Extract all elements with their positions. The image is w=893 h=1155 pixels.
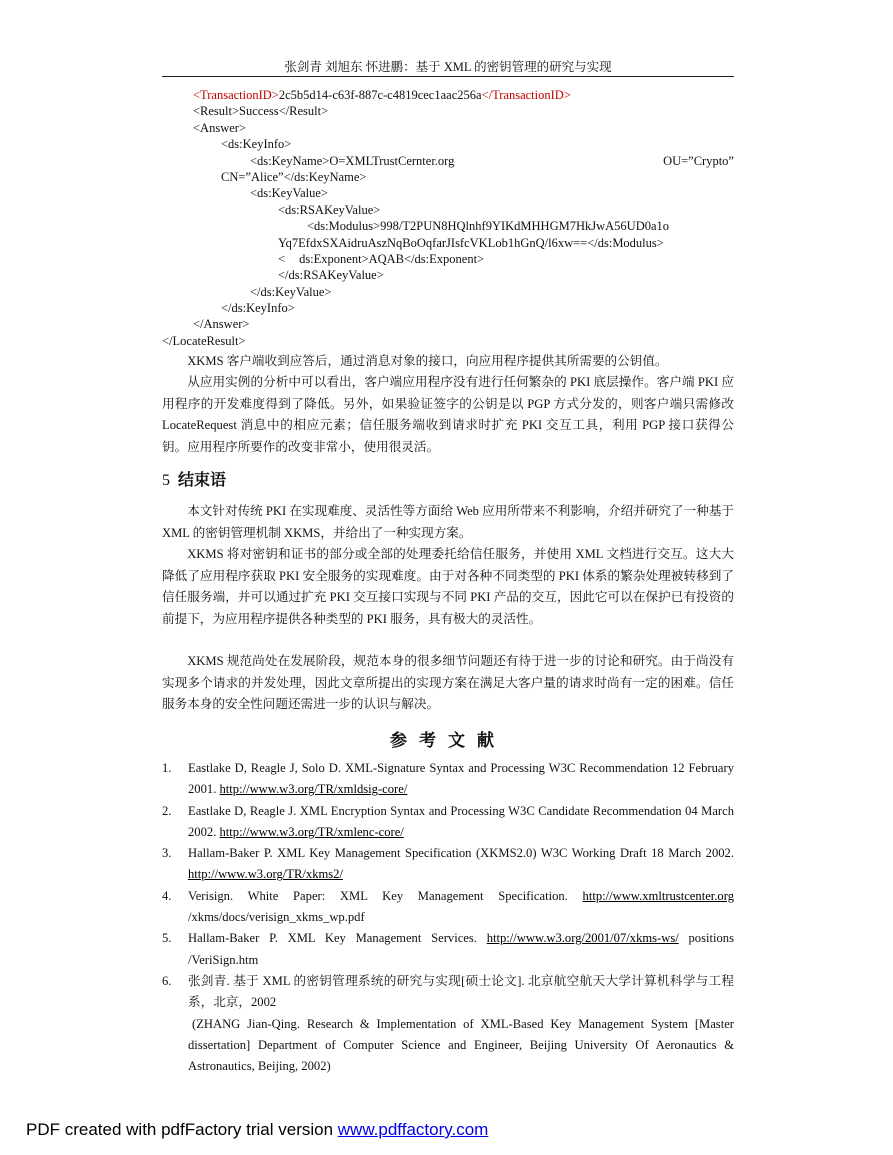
- reference-link[interactable]: http://www.w3.org/TR/xmldsig-core/: [219, 782, 408, 797]
- code-line: [162, 153, 734, 169]
- code-line: <Answer>: [193, 120, 246, 135]
- code-text: <: [278, 251, 286, 266]
- section-title: 结束语: [178, 470, 227, 489]
- footer-text: PDF created with pdfFactory trial version: [26, 1120, 338, 1139]
- code-line: <ds:RSAKeyValue>: [278, 202, 381, 217]
- reference-text: [188, 971, 734, 1077]
- reference-list: [162, 758, 734, 1077]
- code-line: Yq7EfdxSXAidruAszNqBoOqfarJIsfcVKLob1hGnQ/l6xw==</ds:Modulus>: [278, 235, 664, 250]
- reference-text: [188, 928, 734, 971]
- reference-number: 6.: [162, 973, 172, 988]
- reference-item: [162, 928, 734, 971]
- reference-link[interactable]: http://www.w3.org/2001/07/xkms-ws/: [486, 931, 679, 946]
- code-line: <Result>Success</Result>: [193, 104, 329, 119]
- section-number: 5: [162, 472, 170, 489]
- code-text: 2c5b5d14-c63f-887c-c4819cec1aac256a: [278, 88, 482, 102]
- running-header: 张剑青 刘旭东 怀进鹏：基于 XML 的密钥管理的研究与实现: [162, 58, 734, 77]
- reference-translation: (ZHANG Jian-Qing. Research & Implementation of XML-Based Key Management System [Master dissertation] Department of Computer Science and Engineer, Beijing University Of Aeronautics & Astronautics, Beijing, 2002): [188, 1016, 734, 1074]
- reference-number: 1.: [162, 761, 172, 775]
- code-line: </Answer>: [193, 317, 250, 332]
- reference-link[interactable]: http://www.w3.org/TR/xmlenc-core/: [219, 824, 404, 839]
- reference-body: Verisign. White Paper: XML Key Management Specification.: [188, 888, 583, 903]
- reference-text: [188, 758, 734, 801]
- reference-tail: /xkms/docs/verisign_xkms_wp.pdf: [188, 910, 365, 925]
- code-line: [162, 87, 734, 103]
- code-text: <ds:KeyName>O=XMLTrustCernter.org: [250, 153, 455, 168]
- reference-item: [162, 843, 734, 886]
- code-line: <ds:KeyInfo>: [221, 137, 292, 152]
- code-line: CN=”Alice”</ds:KeyName>: [221, 169, 367, 184]
- reference-text: [188, 801, 734, 844]
- reference-body: Hallam-Baker P. XML Key Management Specification (XKMS2.0) W3C Working Draft 18 March 2002.: [188, 846, 734, 861]
- body-paragraph: XKMS 将对密钥和证书的部分或全部的处理委托给信任服务，并使用 XML 文档进行交互。这大大降低了应用程序获取 PKI 安全服务的实现难度。由于对各种不同类型的 PKI 体系的繁杂处理被转移到了信任服务端，并可以通过扩充 PKI 交互接口实现与不同 PKI 产品的交互，因此它可以在保护已有投资的前提下，为应用程序提供各种类型的 PKI 服务，具有极大的灵活性。: [162, 547, 734, 626]
- reference-link[interactable]: http://www.xmltrustcenter.org: [582, 888, 734, 903]
- reference-item: [162, 801, 734, 844]
- reference-item: [162, 886, 734, 929]
- body-paragraph: XKMS 规范尚处在发展阶段，规范本身的很多细节问题还有待于进一步的讨论和研究。由于尚没有实现多个请求的并发处理，因此文章所提出的实现方案在满足大客户量的请求时尚有一定的困难。信任服务本身的安全性问题还需进一步的认识与解决。: [162, 654, 734, 711]
- reference-text: [188, 843, 734, 886]
- reference-tail: positions /VeriSign.htm: [188, 931, 734, 967]
- reference-body: Eastlake D, Reagle J. XML Encryption Syntax and Processing W3C Candidate Recommendation 04 March 2002.: [188, 803, 734, 839]
- code-tag: </TransactionID>: [481, 88, 571, 102]
- reference-number: 5.: [162, 931, 172, 946]
- reference-number: 3.: [162, 846, 172, 861]
- section-heading: [162, 469, 226, 492]
- code-line: </ds:KeyValue>: [250, 284, 332, 299]
- code-text: OU=”Crypto”: [663, 153, 734, 168]
- code-text: ds:Exponent>AQAB</ds:Exponent>: [299, 251, 485, 266]
- reference-item: [162, 758, 734, 801]
- code-line: </ds:KeyInfo>: [221, 301, 295, 316]
- references-heading: 参考文献: [390, 731, 506, 751]
- reference-number: 4.: [162, 888, 172, 903]
- code-line: </ds:RSAKeyValue>: [278, 268, 384, 283]
- body-paragraph: 从应用实例的分析中可以看出，客户端应用程序没有进行任何繁杂的 PKI 底层操作。客户端 PKI 应用程序的开发难度得到了降低。另外，如果验证签字的公钥是以 PGP 方式分发的，则客户端只需修改 LocateRequest 消息中的相应元素；信任服务端收到请求时扩充 PKI 交互工具，利用 PGP 接口获得公钥。应用程序所要作的改变非常小，使用很灵活。: [162, 375, 734, 454]
- reference-item: [162, 971, 734, 1077]
- code-line: [162, 251, 734, 267]
- code-line: <ds:Modulus>998/T2PUN8HQlnhf9YIKdMHHGM7HkJwA56UD0a1o: [307, 219, 670, 234]
- body-paragraph: 本文针对传统 PKI 在实现难度、灵活性等方面给 Web 应用所带来不利影响，介绍并研究了一种基于 XML 的密钥管理机制 XKMS，并给出了一种实现方案。: [162, 504, 734, 540]
- code-line: </LocateResult>: [162, 333, 246, 348]
- code-line: <ds:KeyValue>: [250, 186, 328, 201]
- pdf-footer: [26, 1120, 488, 1140]
- footer-link[interactable]: www.pdffactory.com: [337, 1120, 489, 1139]
- reference-link[interactable]: http://www.w3.org/TR/xkms2/: [188, 867, 343, 882]
- reference-body: 张剑青. 基于 XML 的密钥管理系统的研究与实现[硕士论文]. 北京航空航天大学计算机科学与工程系，北京，2002: [188, 973, 734, 1010]
- reference-body: Eastlake D, Reagle J, Solo D. XML-Signature Syntax and Processing W3C Recommendation 12 February 2001.: [188, 761, 734, 797]
- reference-text: [188, 886, 734, 929]
- code-tag: <TransactionID>: [193, 88, 279, 102]
- xml-code-block: [162, 87, 734, 349]
- body-paragraph: XKMS 客户端收到应答后，通过消息对象的接口，向应用程序提供其所需要的公钥值。: [187, 354, 668, 368]
- reference-number: 2.: [162, 803, 172, 818]
- reference-body: Hallam-Baker P. XML Key Management Services.: [188, 931, 487, 946]
